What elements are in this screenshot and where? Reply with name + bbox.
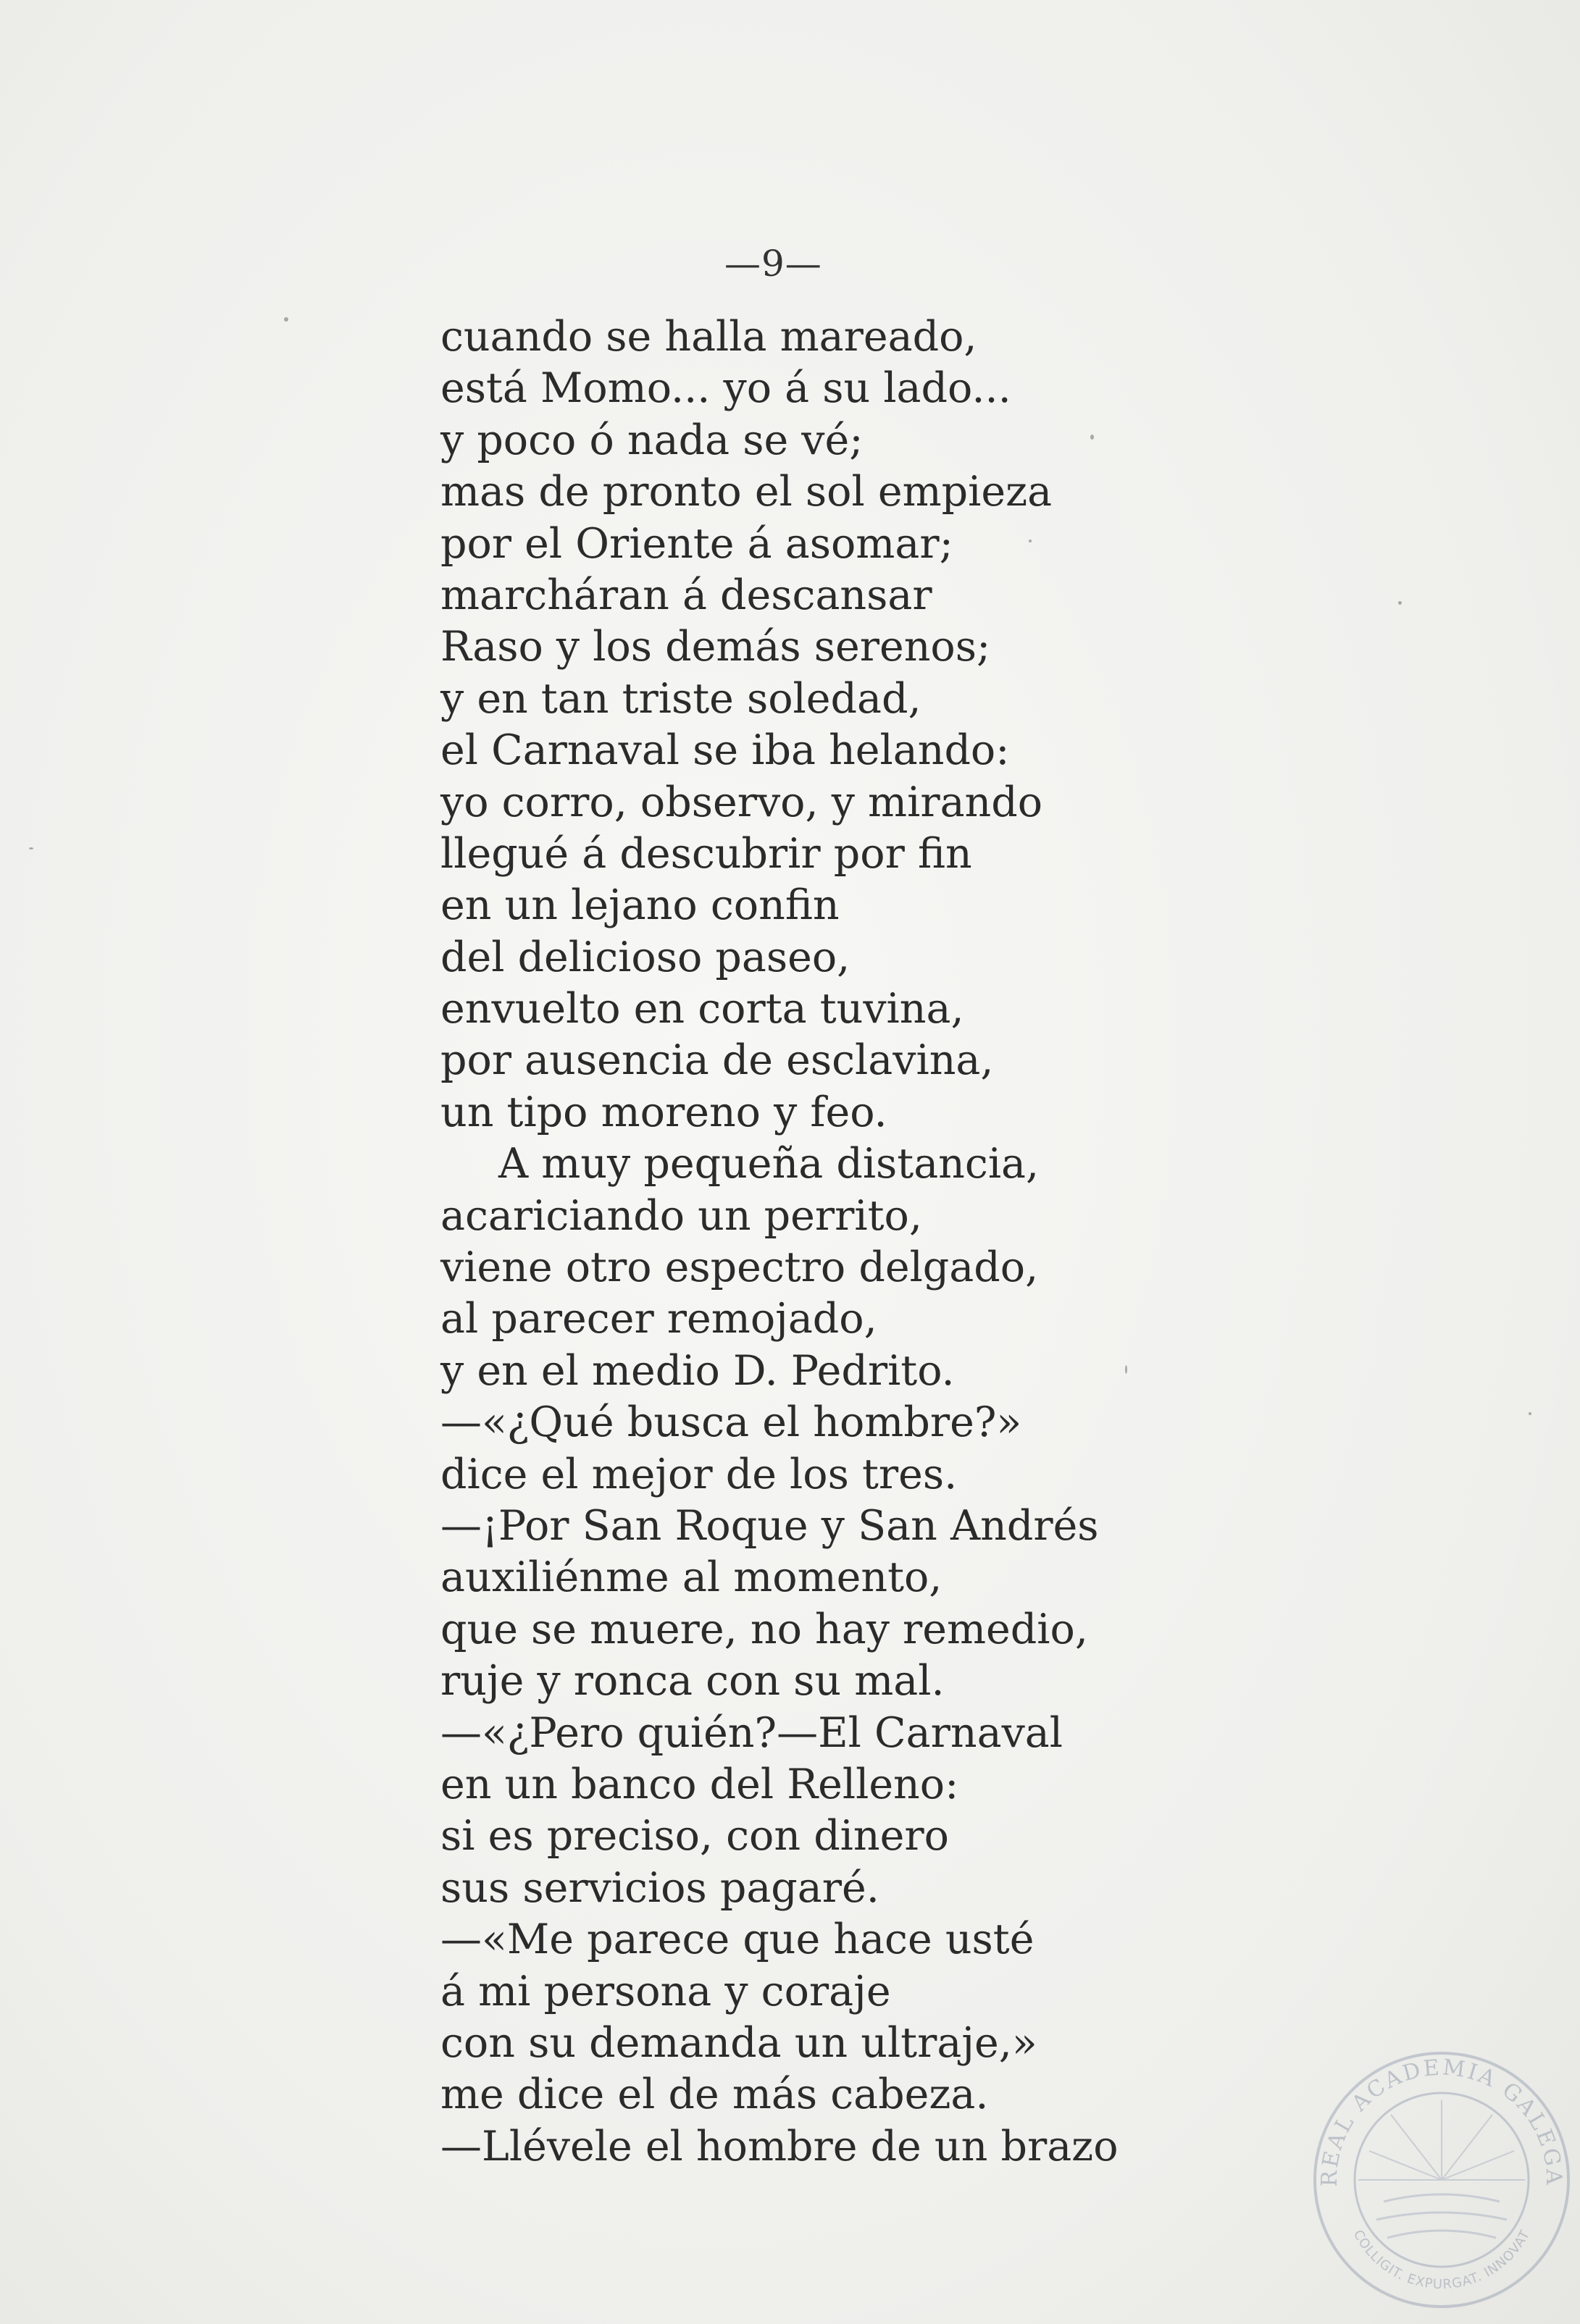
poem-line: cuando se halla mareado, (440, 313, 977, 361)
poem-line: con su demanda un ultraje,» (440, 2018, 1037, 2067)
poem-line: está Momo... yo á su lado... (440, 364, 1011, 413)
poem-line: yo corro, observo, y mirando (440, 778, 1043, 826)
paper-speck (29, 847, 33, 850)
paper-speck (1125, 1365, 1127, 1374)
poem-line: y en el medio D. Pedrito. (440, 1346, 955, 1395)
paper-speck (284, 317, 288, 322)
academy-seal (1304, 2042, 1579, 2317)
seal-bottom-text: COLLIGIT. EXPURGAT. INNOVAT (1350, 2227, 1534, 2293)
poem-line: mas de pronto el sol empieza (440, 468, 1053, 516)
poem-line: Raso y los demás serenos; (440, 623, 991, 671)
poem-line: por ausencia de esclavina, (440, 1036, 994, 1085)
poem-line: en un banco del Relleno: (440, 1760, 959, 1808)
paper-speck (1090, 435, 1094, 440)
poem-line: envuelto en corta tuvina, (440, 985, 964, 1033)
poem-line: el Carnaval se iba helando: (440, 726, 1010, 775)
paper-speck (1029, 540, 1032, 542)
poem-line: un tipo moreno y feo. (440, 1088, 887, 1136)
poem-line: me dice el de más cabeza. (440, 2071, 989, 2119)
poem-line: en un lejano confin (440, 881, 840, 930)
page-number: —9— (724, 243, 822, 285)
seal-top-text: REAL ACADEMIA GALEGA (1316, 2055, 1567, 2187)
poem-line: del delicioso paseo, (440, 933, 850, 981)
poem-text (440, 311, 1165, 2173)
poem-line: y en tan triste soledad, (440, 674, 921, 723)
poem-line: y poco ó nada se vé; (440, 416, 864, 464)
poem-line: —Llévele el hombre de un brazo (440, 2122, 1119, 2170)
poem-line: A muy pequeña distancia, (498, 1140, 1040, 1188)
poem-line: marcháran á descansar (440, 571, 932, 619)
poem-line: —¡Por San Roque y San Andrés (440, 1501, 1099, 1550)
poem-line: acariciando un perrito, (440, 1191, 922, 1240)
poem-line: sus servicios pagaré. (440, 1863, 879, 1912)
paper-speck (1529, 1412, 1531, 1415)
poem-line: —«Me parece que hace usté (440, 1916, 1034, 1964)
poem-line: por el Oriente á asomar; (440, 519, 953, 568)
poem-line: viene otro espectro delgado, (440, 1243, 1039, 1292)
poem-line: —«¿Pero quién?—El Carnaval (440, 1708, 1063, 1757)
paper-speck (1398, 601, 1402, 605)
poem-line: que se muere, no hay remedio, (440, 1605, 1088, 1653)
poem-line: —«¿Qué busca el hombre?» (440, 1398, 1022, 1447)
poem-line: á mi persona y coraje (440, 1967, 891, 2015)
poem-line: llegué á descubrir por fin (440, 829, 972, 878)
poem-line: auxiliénme al momento, (440, 1553, 942, 1602)
poem-line: al parecer remojado, (440, 1295, 877, 1343)
poem-line: ruje y ronca con su mal. (440, 1657, 945, 1706)
poem-line: si es preciso, con dinero (440, 1812, 949, 1861)
poem-line: dice el mejor de los tres. (440, 1450, 958, 1498)
